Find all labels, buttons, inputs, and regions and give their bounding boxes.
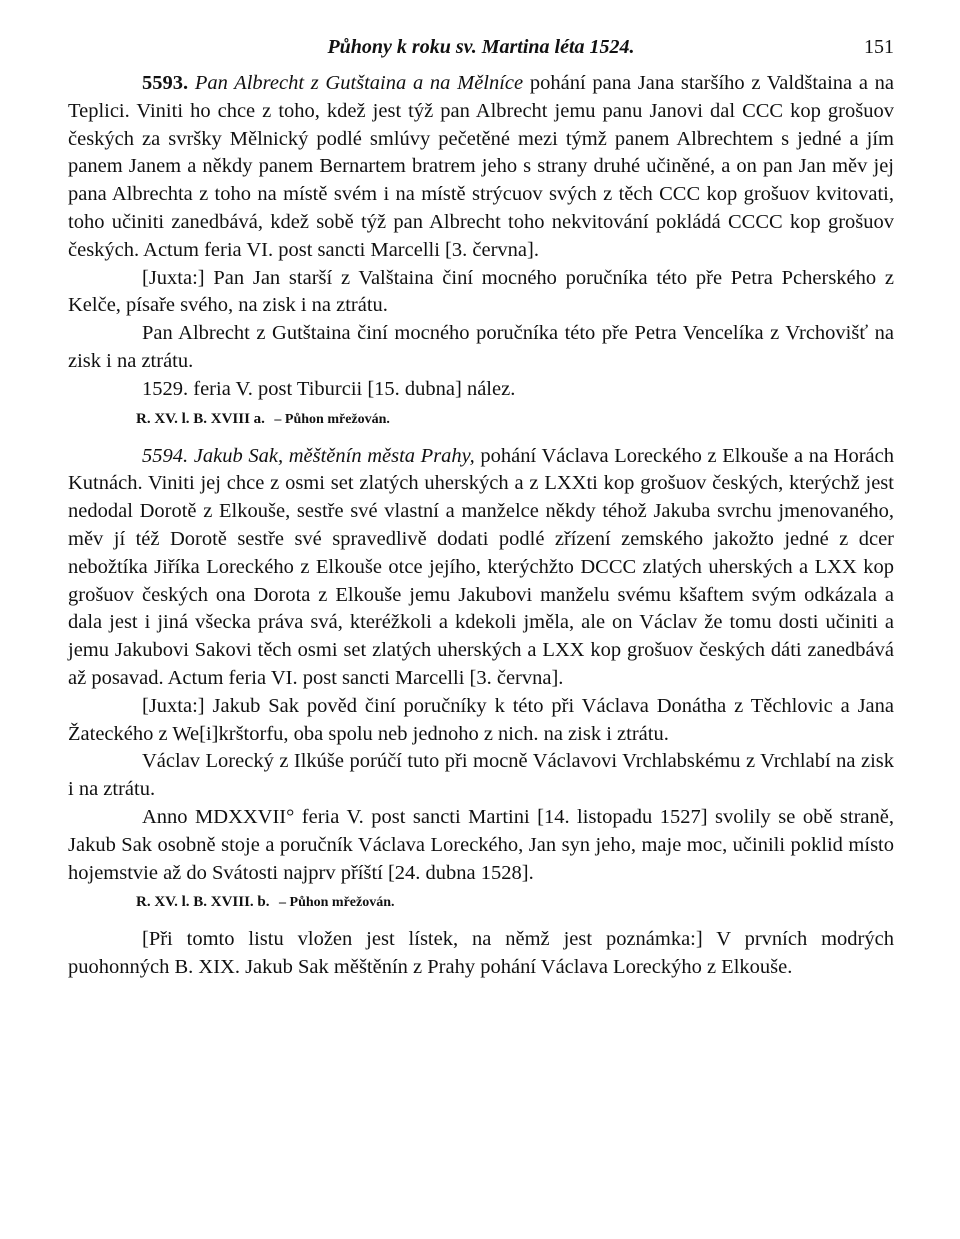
page-header [68,36,894,70]
source-reference: R. XV. l. B. XVIII a. [136,410,265,427]
source-remark: – Půhon mřežován. [274,411,390,427]
source-remark: – Půhon mřežován. [279,895,395,911]
entry-text: pohání Václava Loreckého z Elkouše a na Horách Kutnách. Viniti jej chce z osmi set zlatých uherských a z LXXti kop grošuov českých, kterýchž jest nedodal Dorotě z Elkouše, sestře své vlastní a manželce někdy téhož Jakuba svrchu jmenovaného, měv jí též Dorotě sestře své spravedlivě dodati podlé zřízení zemského jakožto jedné z dcer nebožtíka Jiříka Loreckého z Elkouše otce jejího, kterýchžto DCCC zlatých uherských a LXX kop grošuov českých ona Dorota z Elkouše jemu Jakubovi manželu svému kšaftem svým odkázala a dala jest i jiná všecka práva svá, kteréžkoli a kdekoli jměla, ale on Václav že tomu dosti učiniti a jemu Jakubovi Sakovi těch osmi set zlatých uherských a LXX kop grošuov českých dáti zanedbává až posavad. Actum feria VI. post sancti Marcelli [3. června]. [68,444,895,689]
entry-paragraph: [Juxta:] Pan Jan starší z Valštaina činí mocného poručníka této pře Petra Pcherského z Kelče, písaře svého, na zisk i na ztrátu. [68,266,894,317]
entry-5594-opening [68,443,894,693]
entry-text: pohání pana Jana staršího z Valdštaina a na Teplici. Viniti ho chce z toho, kdež jest týž pan Albrecht jemu panu Janovi dal CCC kop grošuov českých za svršky Mělnický podlé smlúvy pečetěné mezi týmž panem Albrechtem s jedné a jím panem Janem a někdy panem Bernartem bratrem jeho s strany druhé učiněné, a on pan Jan měv jej pana Albrechta z toho na místě svém i na místě strýcuov svých z těch CCC kop grošuov kvitovati, toho učiniti zanedbává, kdež sobě týž pan Albrecht toho nekvitování pokládá CCCC kop grošuov českých. Actum feria VI. post sancti Marcelli [3. června]. [68,72,895,261]
entry-paragraph: Pan Albrecht z Gutštaina činí mocného poručníka této pře Petra Vencelíka z Vrchovišť na zisk i na ztrátu. [68,322,894,372]
entry-paragraph: [Juxta:] Jakub Sak pověd činí poručníky k této při Václava Donátha z Těchlovic a Jana Žateckého z We[i]krštorfu, oba spolu neb jednoho z nich. na zisk i ztrátu. [68,694,894,745]
entry-title: Pan Albrecht z Gutštaina a na Mělníce [194,72,524,94]
entry-5593-opening [68,70,894,265]
entry-number: 5593. [142,72,189,94]
document-page [68,36,894,982]
page-number: 151 [864,36,894,58]
running-title: Půhony k roku sv. Martina léta 1524. [327,36,635,58]
entry-paragraph: Václav Lorecký z Ilkúše porúčí tuto při mocně Václavovi Vrchlabskému z Vrchlabí na zisk i na ztrátu. [68,750,894,801]
entry-title: Jakub Sak, měštěnín města Prahy, [193,444,475,467]
source-note [68,891,894,914]
entry-paragraph: Anno MDXXVII° feria V. post sancti Martini [14. listopadu 1527] svolily se obě straně, Jakub Sak osobně stoje a poručník Václava Loreckého, Jan syn jeho, maje moc, učinili poklid místo hojemstvie až do Svátosti najprv příští [24. dubna 1528]. [68,805,894,884]
source-reference: R. XV. l. B. XVIII. b. [136,894,270,911]
document-body [68,70,894,982]
closing-note: [Při tomto listu vložen jest lístek, na němž jest poznámka:] V prvních modrých puohonných B. XIX. Jakub Sak měštěnín z Prahy pohání Václava Loreckýho z Elkouše. [68,928,894,979]
entry-number: 5594. [142,444,189,467]
source-note [68,408,894,431]
entry-paragraph: 1529. feria V. post Tiburcii [15. dubna] nález. [142,377,516,400]
